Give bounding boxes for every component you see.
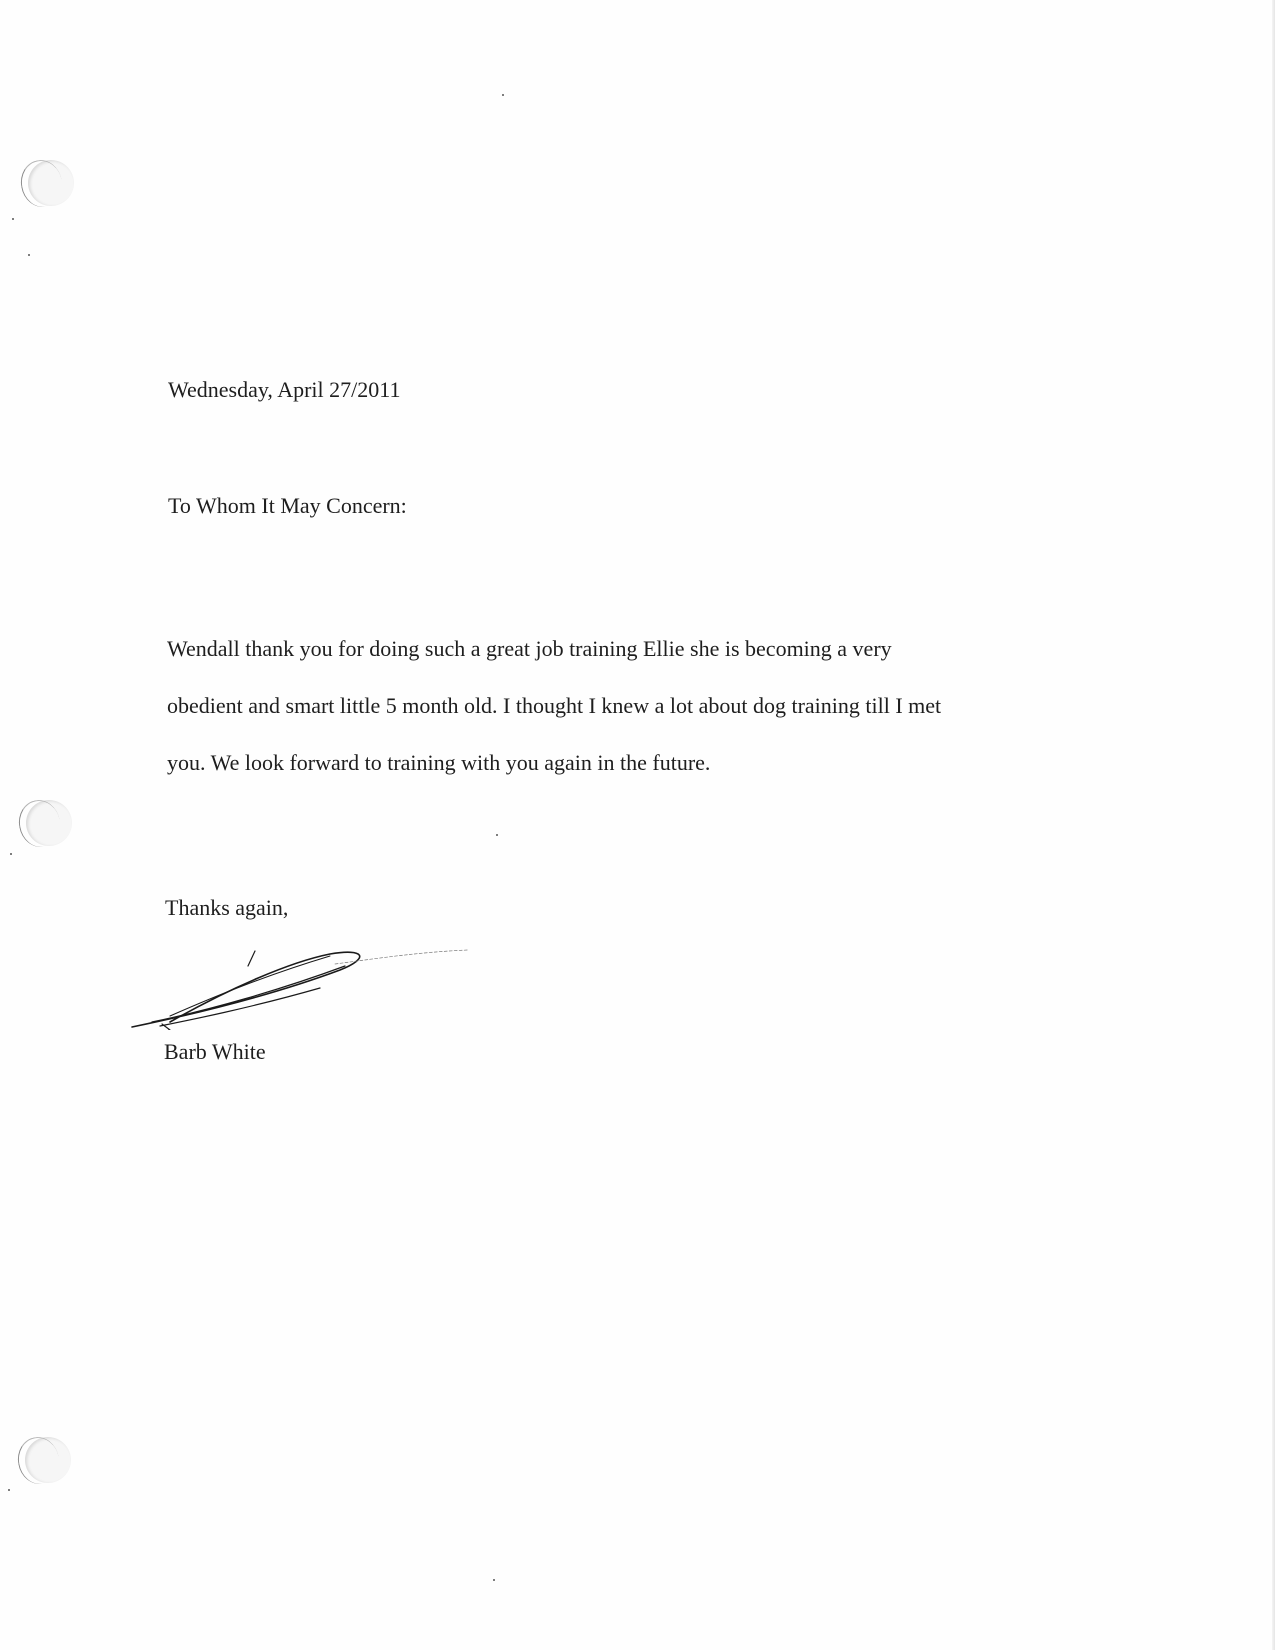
scan-speck <box>12 218 14 220</box>
letter-body-line: Wendall thank you for doing such a great job training Ellie she is becoming a very <box>167 636 892 661</box>
punch-hole-middle <box>26 800 72 846</box>
letter-body-line: you. We look forward to training with you again in the future. <box>167 750 711 775</box>
scan-speck <box>502 94 504 96</box>
letter-signer-name: Barb White <box>164 1039 266 1064</box>
handwritten-signature <box>130 930 470 1030</box>
scan-speck <box>8 1489 10 1491</box>
scan-speck <box>28 254 30 256</box>
letter-salutation: To Whom It May Concern: <box>168 493 407 518</box>
letter-date: Wednesday, April 27/2011 <box>168 377 401 402</box>
punch-hole-bottom <box>25 1437 71 1483</box>
scan-speck <box>496 834 498 836</box>
scan-speck <box>493 1579 495 1581</box>
letter-closing: Thanks again, <box>165 895 289 920</box>
letter-body-line: obedient and smart little 5 month old. I thought I knew a lot about dog training till I met <box>167 693 942 718</box>
scan-speck <box>10 853 12 855</box>
punch-hole-top <box>28 160 74 206</box>
